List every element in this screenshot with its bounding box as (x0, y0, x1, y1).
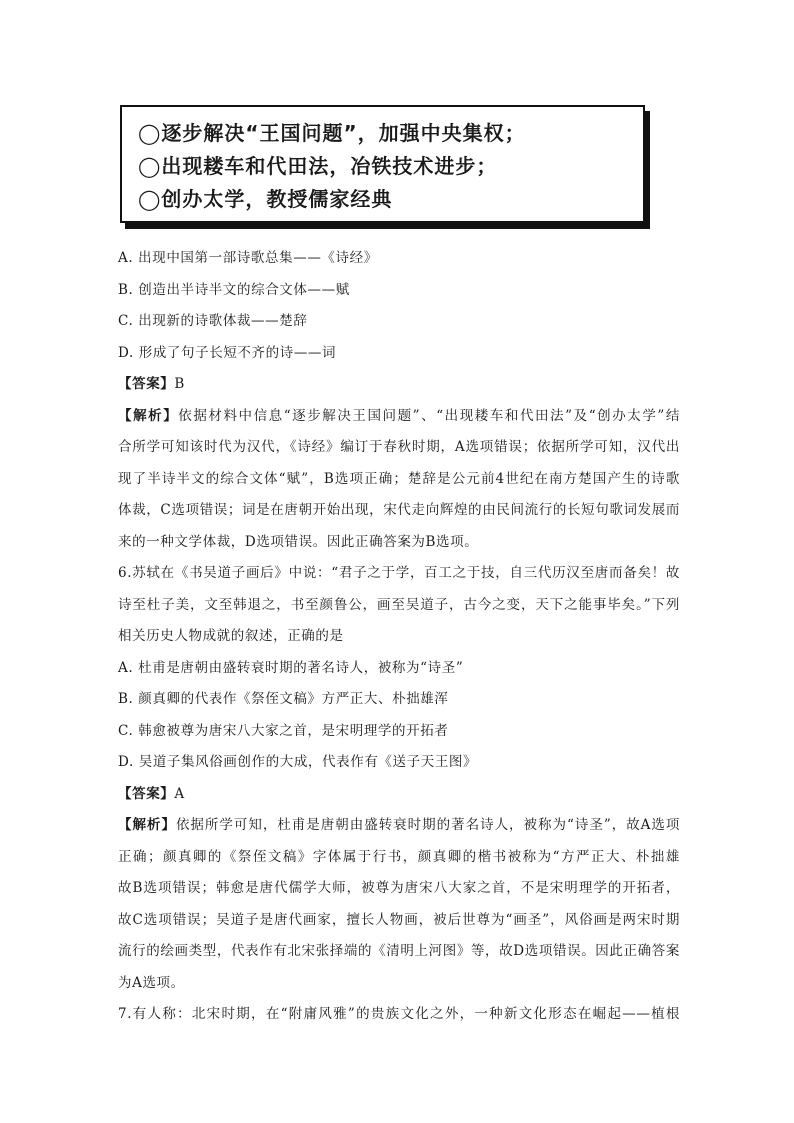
answer-tag: 【答案】 (118, 376, 175, 392)
q5-option-b: B. 创造出半诗半文的综合文体——赋 (118, 281, 350, 298)
q5-option-d: D. 形成了句子长短不齐的诗——词 (118, 344, 337, 361)
q5-analysis-line: 来的一种文学体裁，D选项错误。因此正确答案为B选项。 (118, 533, 479, 550)
material-line: ◯创办太学，教授儒家经典 (138, 187, 393, 211)
q6-analysis-line (118, 810, 680, 842)
q6-stem-line: 相关历史人物成就的叙述，正确的是 (118, 628, 344, 644)
q6-stem-line: 6.苏轼在《书吴道子画后》中说：“君子之于学，百工之于技，自三代历汉至唐而备矣！故 (118, 565, 680, 581)
q5-option-a: A. 出现中国第一部诗歌总集——《诗经》 (118, 250, 378, 266)
q5-analysis-line: 现了半诗半文的综合文体“赋”，B选项正确；楚辞是公元前4世纪在南方楚国产生的诗歌 (118, 470, 680, 487)
q6-analysis-line: 正确；颜真卿的《祭侄文稿》字体属于行书，颜真卿的楷书被称为“方严正大、朴拙雄 (118, 848, 680, 865)
q6-option-c: C. 韩愈被尊为唐宋八大家之首，是宋明理学的开拓者 (118, 722, 449, 739)
document-body (118, 243, 680, 1031)
q6-option-a: A. 杜甫是唐朝由盛转衰时期的著名诗人，被称为“诗圣” (118, 659, 464, 676)
answer-value: A (174, 785, 185, 802)
q6-analysis-line: 流行的绘画类型，代表作有北宋张择端的《清明上河图》等，故D选项错误。因此正确答案 (118, 943, 680, 959)
q6-option-d: D. 吴道子集风俗画创作的大成，代表作有《送子天王图》 (118, 754, 478, 770)
q5-analysis-line: 体裁，C选项错误；词是在唐朝开始出现，宋代走向辉煌的由民间流行的长短句歌词发展而 (118, 502, 680, 518)
q6-answer (118, 779, 680, 811)
q6-analysis-line: 故B选项错误；韩愈是唐代儒学大师，被尊为唐宋八大家之首，不是宋明理学的开拓者， (118, 880, 680, 896)
q6-analysis-line: 故C选项错误；吴道子是唐代画家，擅长人物画，被后世尊为“画圣”，风俗画是两宋时期 (118, 911, 680, 928)
q5-option-c: C. 出现新的诗歌体裁——楚辞 (118, 313, 308, 329)
answer-value: B (174, 376, 185, 392)
material-line: ◯出现耧车和代田法，冶铁技术进步； (138, 154, 498, 178)
q7-stem-line: 7.有人称：北宋时期，在“附庸风雅”的贵族文化之外，一种新文化形态在崛起——植根 (118, 1006, 680, 1022)
material-box (120, 105, 645, 223)
q6-option-b: B. 颜真卿的代表作《祭侄文稿》方严正大、朴拙雄浑 (118, 691, 449, 707)
q5-answer (118, 369, 680, 401)
analysis-text: 依据所学可知，杜甫是唐朝由盛转衰时期的著名诗人，被称为“诗圣”，故A选项 (175, 817, 680, 833)
analysis-tag: 【解析】 (118, 407, 179, 424)
q6-analysis-line: 为A选项。 (118, 974, 185, 991)
material-line: ◯逐步解决“王国问题”，加强中央集权； (138, 121, 526, 145)
q5-analysis-line: 合所学可知该时代为汉代，《诗经》编订于春秋时期，A选项错误；依据所学可知，汉代出 (118, 439, 680, 455)
q5-analysis-line (118, 401, 680, 433)
q6-stem-line: 诗至杜子美，文至韩退之，书至颜鲁公，画至吴道子，古今之变，天下之能事毕矣。”下列 (118, 596, 680, 613)
analysis-tag: 【解析】 (118, 817, 176, 833)
analysis-text: 依据材料中信息“逐步解决王国问题”、“出现耧车和代田法”及“创办太学”结 (178, 407, 680, 424)
answer-tag: 【答案】 (118, 785, 175, 802)
